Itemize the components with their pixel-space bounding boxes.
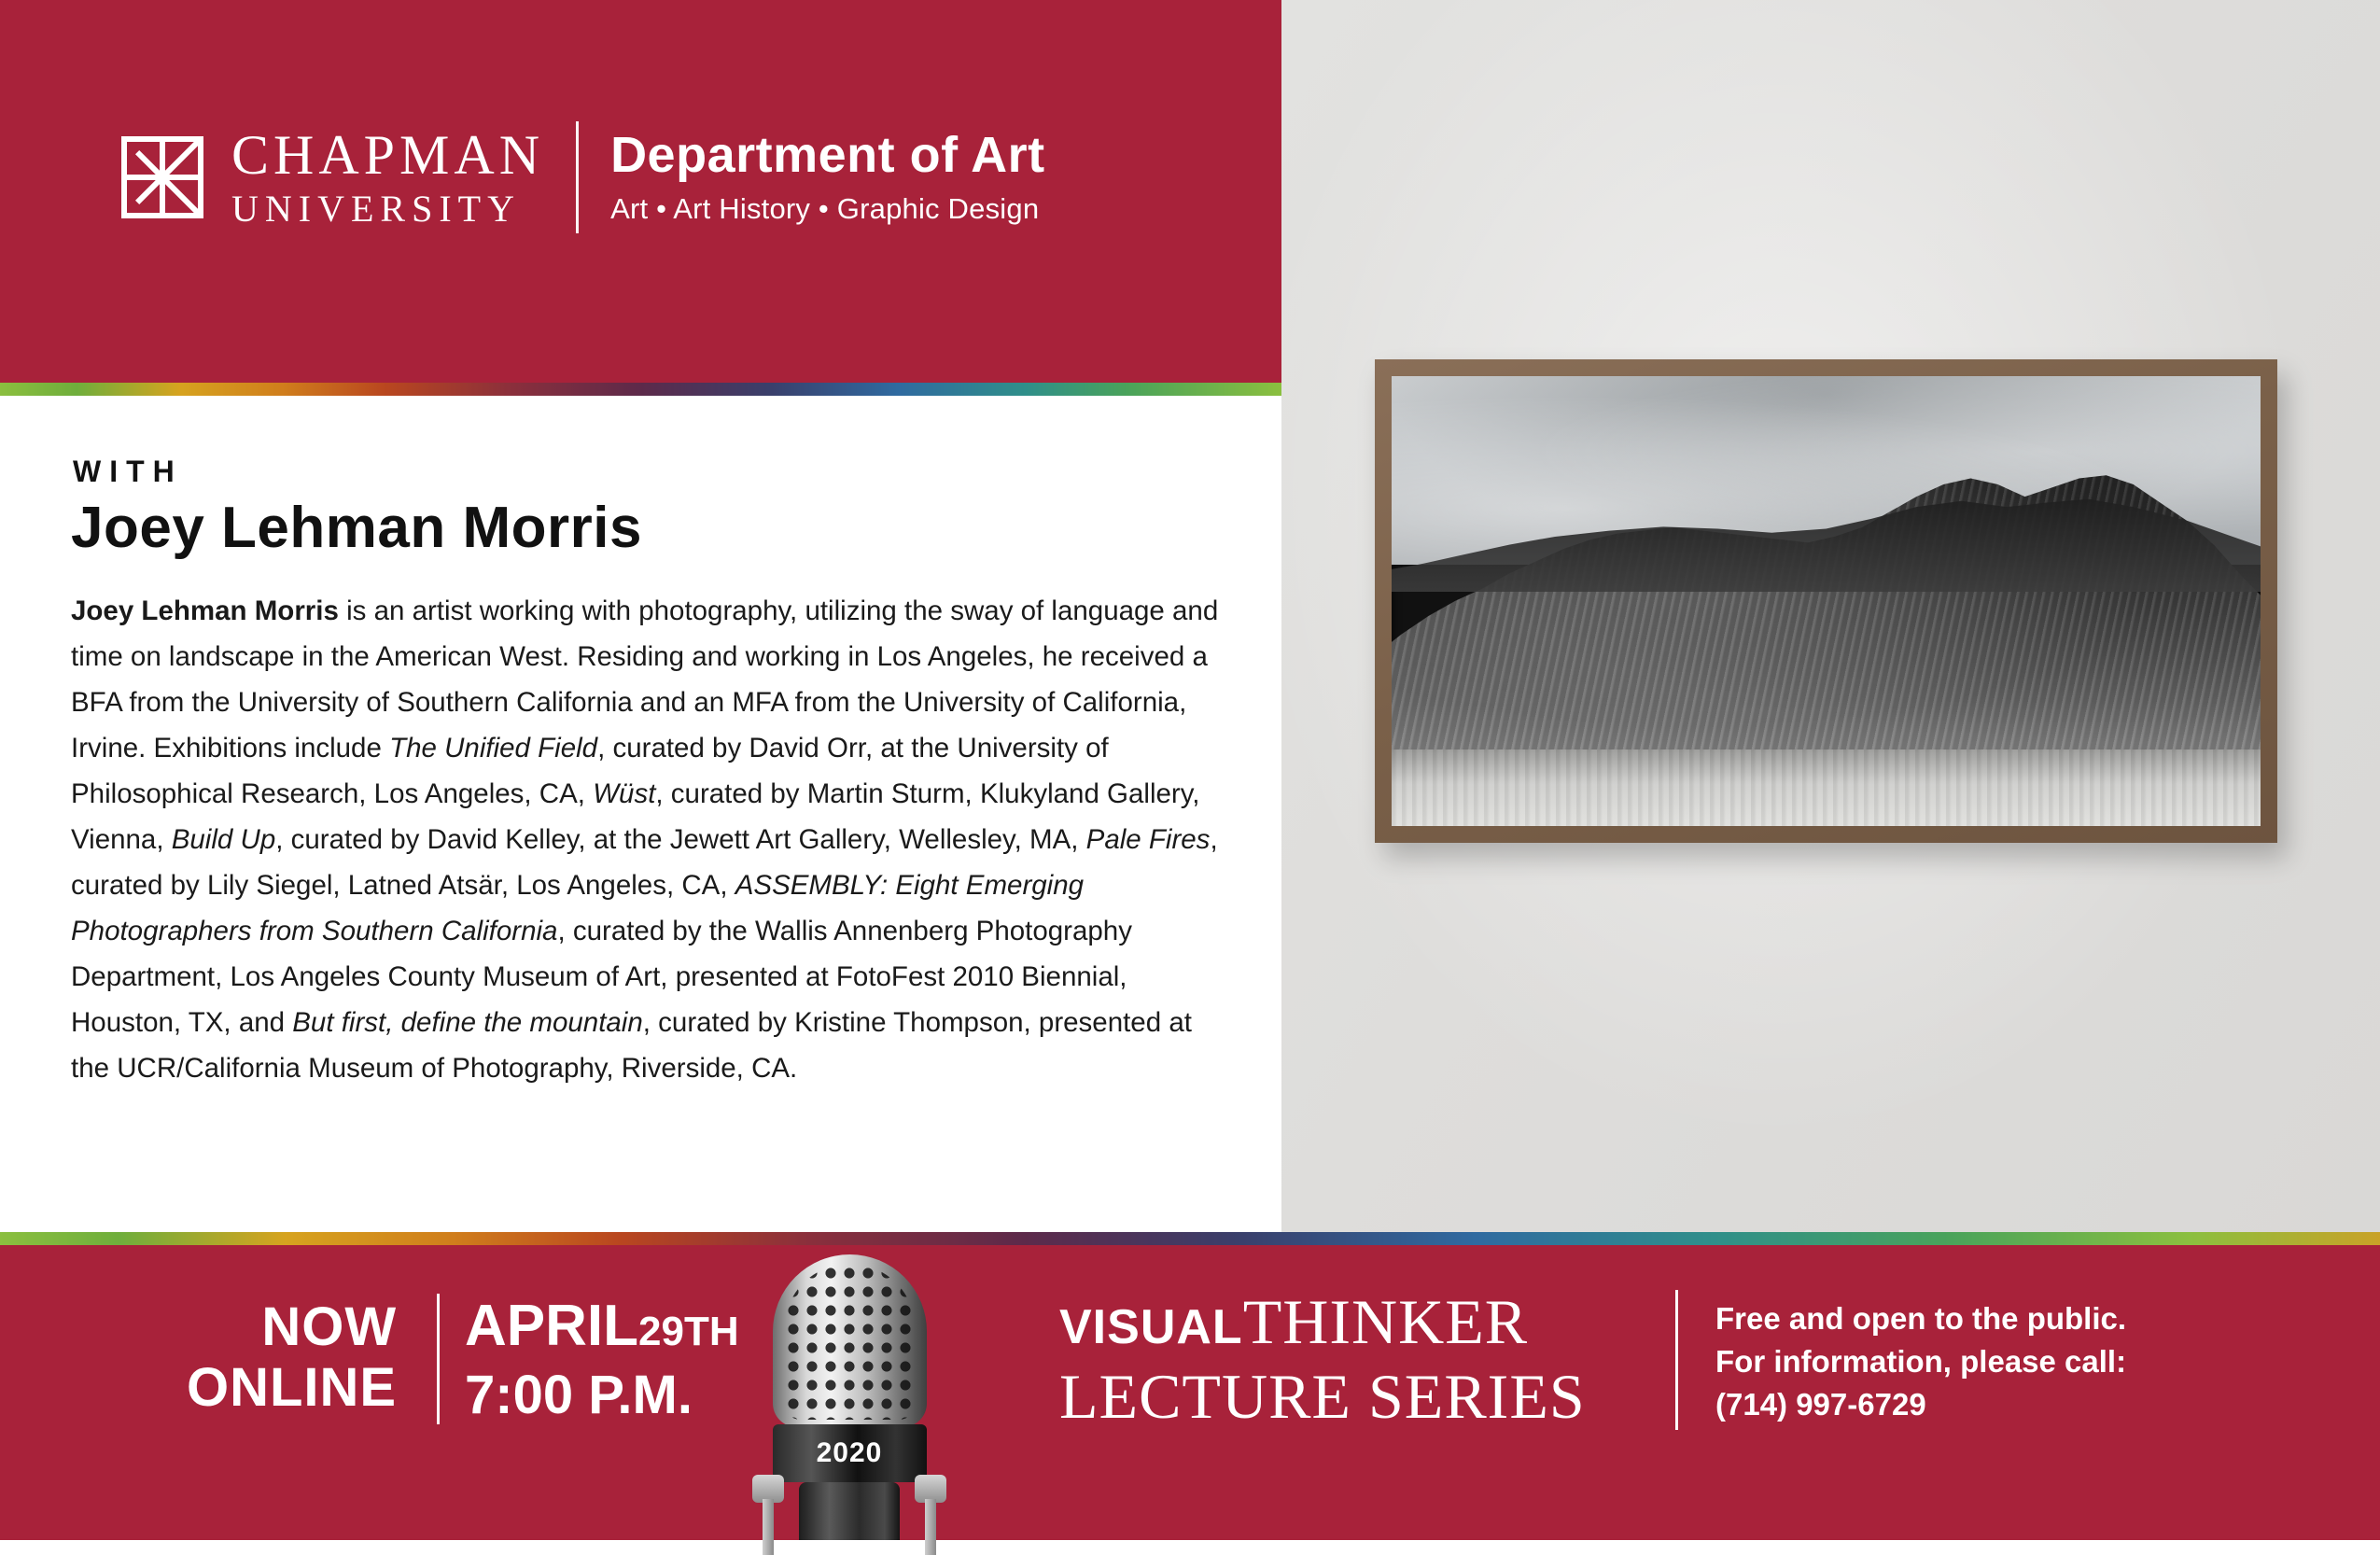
speaker-bio bbox=[71, 588, 1238, 1091]
department-title: Department of Art bbox=[610, 126, 1045, 183]
chapman-wordmark bbox=[231, 124, 545, 230]
bio-title-3: Build Up bbox=[171, 824, 276, 855]
microphone-grill bbox=[784, 1264, 916, 1420]
lecture-series-title bbox=[1059, 1286, 1586, 1432]
bio-part-4: , curated by David Kelley, at the Jewett Art Gallery, Wellesley, MA, bbox=[275, 824, 1086, 855]
event-date bbox=[465, 1294, 739, 1358]
bio-part-3: , curated by Martin Sturm, Klukyland Gallery, Vienna, bbox=[71, 778, 1200, 855]
microphone-stem-right bbox=[925, 1499, 936, 1555]
footer-divider-1 bbox=[437, 1294, 440, 1424]
series-thinker: THINKER bbox=[1242, 1286, 1529, 1357]
contact-info-block bbox=[1715, 1297, 2126, 1426]
series-visual: VISUAL bbox=[1059, 1300, 1243, 1354]
bio-title-5: ASSEMBLY: Eight Emerging Photographers from Southern California bbox=[71, 870, 1085, 946]
left-content-column bbox=[0, 0, 1281, 1232]
chapman-wordmark-line1: CHAPMAN bbox=[231, 124, 545, 186]
department-subtitle: Art • Art History • Graphic Design bbox=[610, 192, 1040, 226]
bio-speaker-name: Joey Lehman Morris bbox=[71, 595, 339, 626]
microphone-body bbox=[799, 1482, 900, 1540]
with-label: WITH bbox=[73, 455, 183, 488]
artwork-frame bbox=[1375, 359, 2277, 843]
bio-part-2: , curated by David Orr, at the University of Philosophical Research, Los Angeles, CA, bbox=[71, 733, 1109, 809]
header-rainbow-rule bbox=[0, 383, 1281, 396]
microphone-year-label: 2020 bbox=[816, 1437, 883, 1468]
info-phone: (714) 997-6729 bbox=[1715, 1387, 1926, 1422]
event-time: 7:00 P.M. bbox=[465, 1365, 693, 1425]
microphone-head bbox=[773, 1254, 927, 1427]
footer-divider-2 bbox=[1675, 1290, 1678, 1430]
gallery-wall-photo bbox=[1281, 0, 2380, 1232]
chapman-shield-icon bbox=[121, 136, 203, 218]
bio-part-6: , curated by the Wallis Annenberg Photography Department, Los Angeles County Museum of Art, presented at FotoFest 2010 Biennial, Houston, TX, and bbox=[71, 916, 1132, 1038]
footer-band bbox=[0, 1245, 2380, 1540]
microphone-stem-left bbox=[763, 1499, 774, 1555]
bio-title-6: But first, define the mountain bbox=[292, 1007, 643, 1038]
bio-part-7: , curated by Kristine Thompson, presented at the UCR/California Museum of Photography, Riverside, CA. bbox=[71, 1007, 1192, 1084]
bio-title-4: Pale Fires bbox=[1085, 824, 1211, 855]
series-line-1 bbox=[1059, 1286, 1586, 1357]
chapman-logo-lockup bbox=[121, 121, 1045, 233]
artwork-image bbox=[1392, 376, 2261, 826]
event-date-block bbox=[465, 1294, 739, 1425]
bio-title-2: Wüst bbox=[593, 778, 656, 809]
info-line-1: Free and open to the public. bbox=[1715, 1301, 2127, 1336]
now-online-block bbox=[187, 1296, 398, 1419]
photo-foreground bbox=[1392, 749, 2261, 826]
logo-divider bbox=[576, 121, 579, 233]
department-block bbox=[610, 126, 1045, 227]
bio-title-1: The Unified Field bbox=[389, 733, 598, 763]
online-label: ONLINE bbox=[187, 1357, 398, 1419]
event-day: 29TH bbox=[638, 1309, 739, 1354]
chapman-wordmark-line2: UNIVERSITY bbox=[231, 188, 521, 230]
header-band bbox=[0, 0, 1281, 383]
microphone-icon bbox=[747, 1254, 952, 1540]
bio-part-1: is an artist working with photography, utilizing the sway of language and time on landscape in the American West. Residing and working in Los Angeles, he received a BFA from the University of Southern California and an MFA from the University of California, Irvine. Exhibitions include bbox=[71, 595, 1219, 763]
event-month: APRIL bbox=[465, 1294, 638, 1358]
bio-part-5: , curated by Lily Siegel, Latned Atsär, Los Angeles, CA, bbox=[71, 824, 1218, 901]
series-line-2: LECTURE SERIES bbox=[1059, 1361, 1586, 1432]
speaker-name: Joey Lehman Morris bbox=[71, 496, 642, 560]
info-line-2: For information, please call: bbox=[1715, 1344, 2127, 1379]
footer-rainbow-rule bbox=[0, 1232, 2380, 1245]
now-label: NOW bbox=[261, 1296, 398, 1357]
